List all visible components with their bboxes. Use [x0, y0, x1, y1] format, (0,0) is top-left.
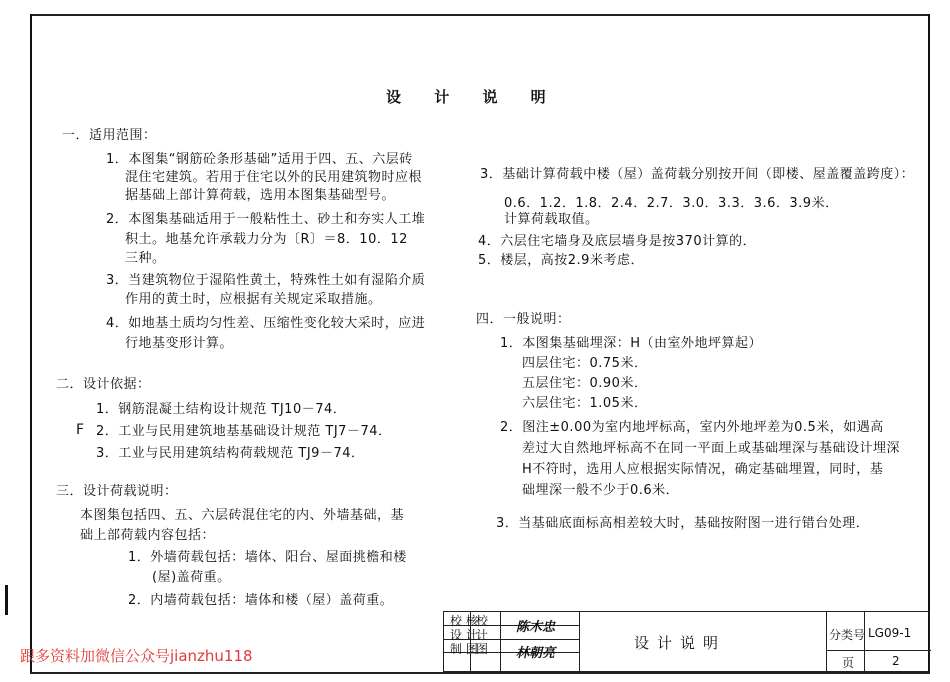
loads-cont-line-1: 3．基础计算荷载中楼（屋）盖荷载分别按开间（即楼、屋盖覆盖跨度）： — [480, 167, 915, 182]
section-heading-general: 四．一般说明： — [476, 312, 571, 327]
draw-sub: 图 — [476, 642, 489, 656]
section-heading-loads: 三．设计荷载说明： — [56, 484, 178, 499]
section-heading-basis: 二．设计依据： — [56, 377, 151, 392]
page-title: 设 计 说 明 — [386, 88, 560, 106]
loads-line-4: (屋)盖荷重。 — [152, 570, 231, 585]
general-line-6: 差过大自然地坪标高不在同一平面上或基础埋深与基础设计埋深 — [522, 441, 901, 456]
margin-mark: F — [76, 422, 85, 438]
scope-line-7: 3．当建筑物位于湿陷性黄土，特殊性土如有湿陷介质 — [106, 273, 426, 288]
scope-line-6: 三种。 — [125, 251, 166, 266]
page-number: 2 — [892, 654, 900, 668]
loads-line-5: 2．内墙荷载包括：墙体和楼（屋）盖荷重。 — [128, 593, 394, 608]
title-block — [443, 611, 930, 672]
design-sub: 计 — [476, 628, 489, 642]
signature-2: 林朝亮 — [516, 646, 556, 661]
review-label: 校 核 — [450, 614, 478, 628]
loads-line-2: 础上部荷载内容包括： — [80, 528, 216, 543]
loads-cont-line-2: 0.6．1.2．1.8．2.4．2.7．3.0．3.3．3.6．3.9米． — [504, 196, 839, 211]
drawing-title: 设计说明 — [634, 634, 727, 652]
scope-line-10: 行地基变形计算。 — [125, 336, 234, 351]
general-line-4: 六层住宅：1.05米． — [522, 396, 648, 411]
design-label: 设 计 — [450, 628, 478, 642]
scope-line-5: 积土。地基允许承载力分为〔R〕＝8．10．12 — [125, 232, 408, 247]
general-line-7: H不符时，选用人应根据实际情况，确定基础埋置，同时，基 — [522, 462, 884, 477]
loads-cont-line-5: 5．楼层，高按2.9米考虑． — [478, 253, 644, 268]
basis-line-2: 2．工业与民用建筑地基基础设计规范 TJ7－74． — [96, 424, 392, 439]
scope-line-3: 据基础上部计算荷载，选用本图集基础型号。 — [125, 188, 396, 203]
scope-line-1: 1．本图集“钢筋砼条形基础”适用于四、五、六层砖 — [106, 152, 413, 167]
loads-line-3: 1．外墙荷载包括：墙体、阳台、屋面挑檐和楼 — [128, 550, 407, 565]
general-line-5: 2．图注±0.00为室内地坪标高，室内外地坪差为0.5米，如遇高 — [500, 420, 884, 435]
loads-cont-line-4: 4．六层住宅墙身及底层墙身是按370计算的． — [478, 234, 757, 249]
signature-1: 陈木忠 — [516, 620, 556, 635]
general-line-1: 1．本图集基础埋深：H（由室外地坪算起） — [500, 336, 763, 351]
loads-line-1: 本图集包括四、五、六层砖混住宅的内、外墙基础，基 — [80, 508, 405, 523]
basis-line-1: 1．钢筋混凝土结构设计规范 TJ10－74． — [96, 402, 347, 417]
review-sub: 校 — [476, 614, 489, 628]
general-line-3: 五层住宅：0.90米． — [522, 376, 648, 391]
scope-line-2: 混住宅建筑。若用于住宅以外的民用建筑物时应根 — [125, 170, 423, 185]
draw-label: 制 图 — [450, 642, 478, 656]
frame-bottom-line — [30, 672, 930, 674]
scope-line-9: 4．如地基土质均匀性差、压缩性变化较大采时，应进 — [106, 316, 426, 331]
binding-edge-mark — [5, 585, 8, 615]
general-line-9: 3．当基础底面标高相差较大时，基础按附图一进行错台处理． — [496, 516, 870, 531]
general-line-2: 四层住宅：0.75米． — [522, 356, 648, 371]
loads-cont-line-3: 计算荷载取值。 — [504, 212, 599, 227]
set-number-label: 分类号 — [829, 628, 866, 642]
section-heading-scope: 一．适用范围： — [62, 128, 157, 143]
basis-line-3: 3．工业与民用建筑结构荷载规范 TJ9－74． — [96, 446, 365, 461]
scope-line-8: 作用的黄土时，应根据有关规定采取措施。 — [125, 292, 382, 307]
page-label: 页 — [842, 656, 855, 670]
scope-line-4: 2．本图集基础适用于一般粘性土、砂土和夯实人工堆 — [106, 212, 426, 227]
watermark-text: 跟多资料加微信公众号jianzhu118 — [20, 647, 253, 665]
general-line-8: 础埋深一般不少于0.6米． — [522, 483, 680, 498]
set-number-value: LG09-1 — [868, 626, 912, 640]
